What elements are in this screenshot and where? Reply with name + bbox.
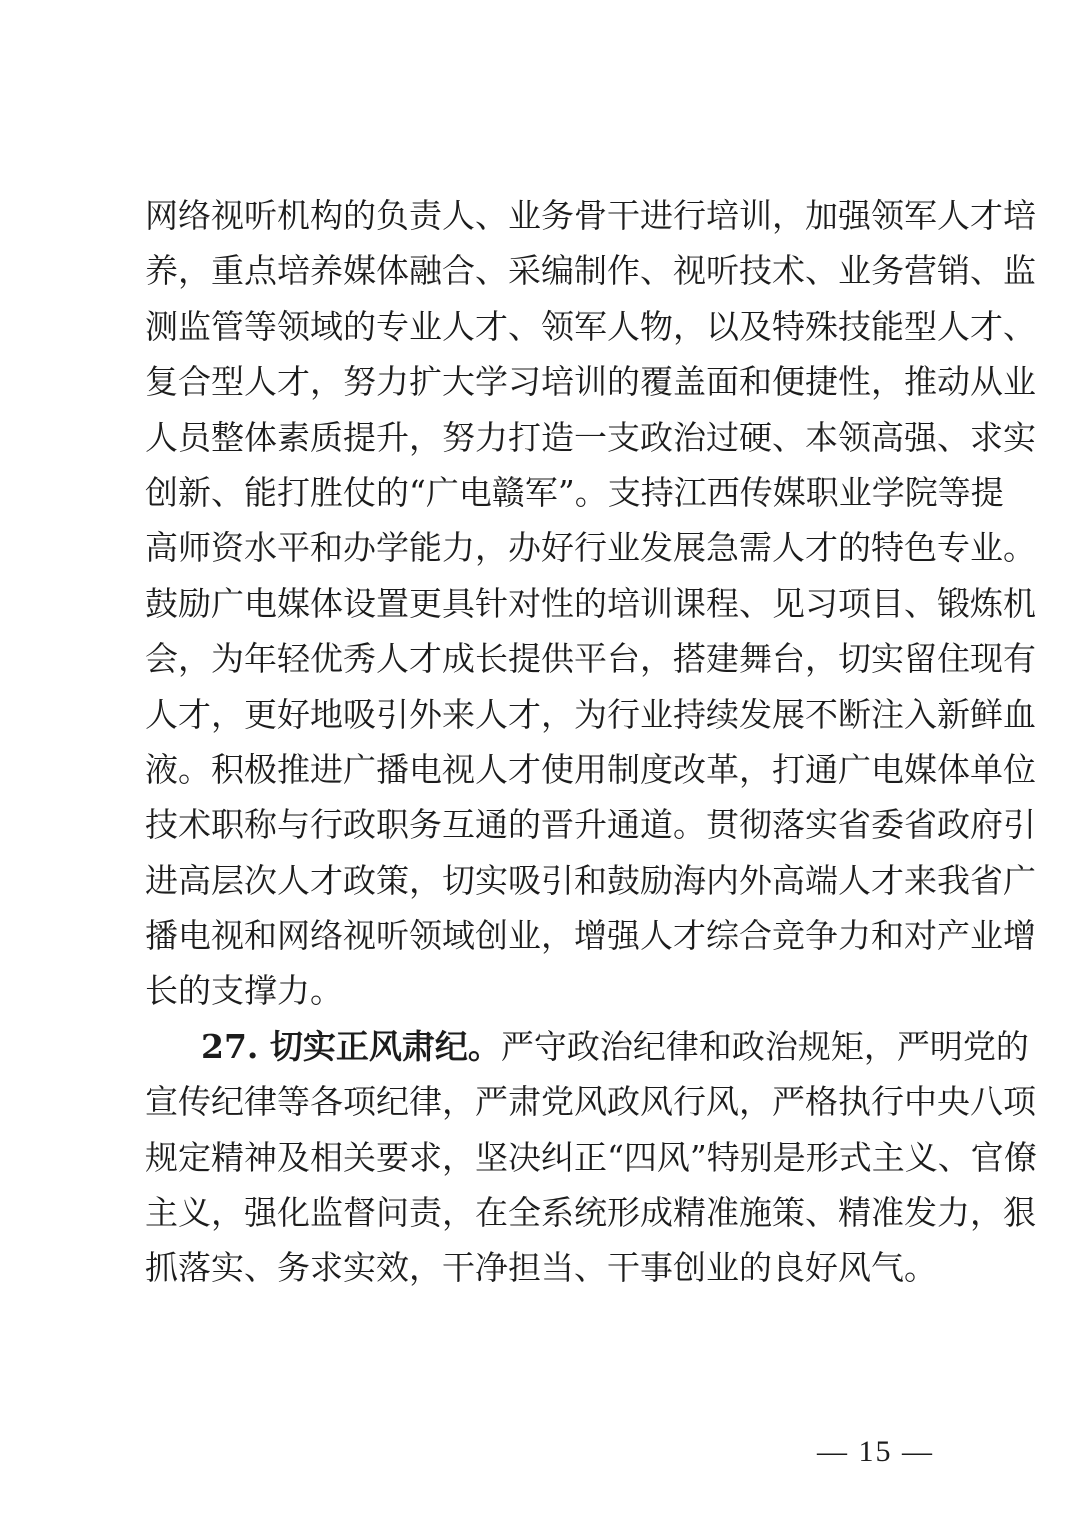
text-line: 创新、能打胜仗的“广电赣军”。支持江西传媒职业学院等提 [145, 472, 1004, 512]
paragraph-talent-training [145, 188, 1036, 1019]
text-line: 播电视和网络视听领域创业，增强人才综合竞争力和对产业增 [145, 916, 1036, 956]
text-line: 鼓励广电媒体设置更具针对性的培训课程、见习项目、锻炼机 [145, 583, 1036, 623]
text-line: 长的支撑力。 [145, 971, 343, 1011]
text-run: 严守政治纪律和政治规矩，严明党的 [500, 1026, 1029, 1066]
text-line: 会，为年轻优秀人才成长提供平台，搭建舞台，切实留住现有 [145, 639, 1036, 679]
text-line: 测监管等领域的专业人才、领军人物，以及特殊技能型人才、 [145, 306, 1036, 346]
text-line: 人才，更好地吸引外来人才，为行业持续发展不断注入新鲜血 [145, 694, 1036, 734]
text-line: 网络视听机构的负责人、业务骨干进行培训，加强领军人才培 [145, 196, 1036, 235]
text-line: 宣传纪律等各项纪律，严肃党风政风行风，严格执行中央八项 [145, 1082, 1036, 1122]
text-line: 复合型人才，努力扩大学习培训的覆盖面和便捷性，推动从业 [145, 362, 1036, 402]
text-line: 高师资水平和办学能力，办好行业发展急需人才的特色专业。 [145, 528, 1036, 568]
text-line: 进高层次人才政策，切实吸引和鼓励海内外高端人才来我省广 [145, 860, 1036, 900]
section-heading: 27. 切实正风肃纪。 [201, 1026, 501, 1066]
page-number: — 15 — [817, 1435, 934, 1468]
text-line: 规定精神及相关要求，坚决纠正“四风”特别是形式主义、官僚 [145, 1137, 1037, 1177]
text-line-first [145, 1019, 1029, 1074]
text-line: 技术职称与行政职务互通的晋升通道。贯彻落实省委省政府引 [145, 805, 1036, 845]
text-line: 抓落实、务求实效，干净担当、干事创业的良好风气。 [145, 1248, 937, 1288]
text-line: 人员整体素质提升，努力打造一支政治过硬、本领高强、求实 [145, 417, 1036, 457]
text-line: 主义，强化监督问责，在全系统形成精准施策、精准发力，狠 [145, 1193, 1036, 1233]
text-line: 养，重点培养媒体融合、采编制作、视听技术、业务营销、监 [145, 251, 1036, 291]
text-line: 液。积极推进广播电视人才使用制度改革，打通广电媒体单位 [145, 749, 1036, 789]
body-text [145, 188, 1037, 1296]
paragraph-discipline [145, 1019, 1037, 1296]
